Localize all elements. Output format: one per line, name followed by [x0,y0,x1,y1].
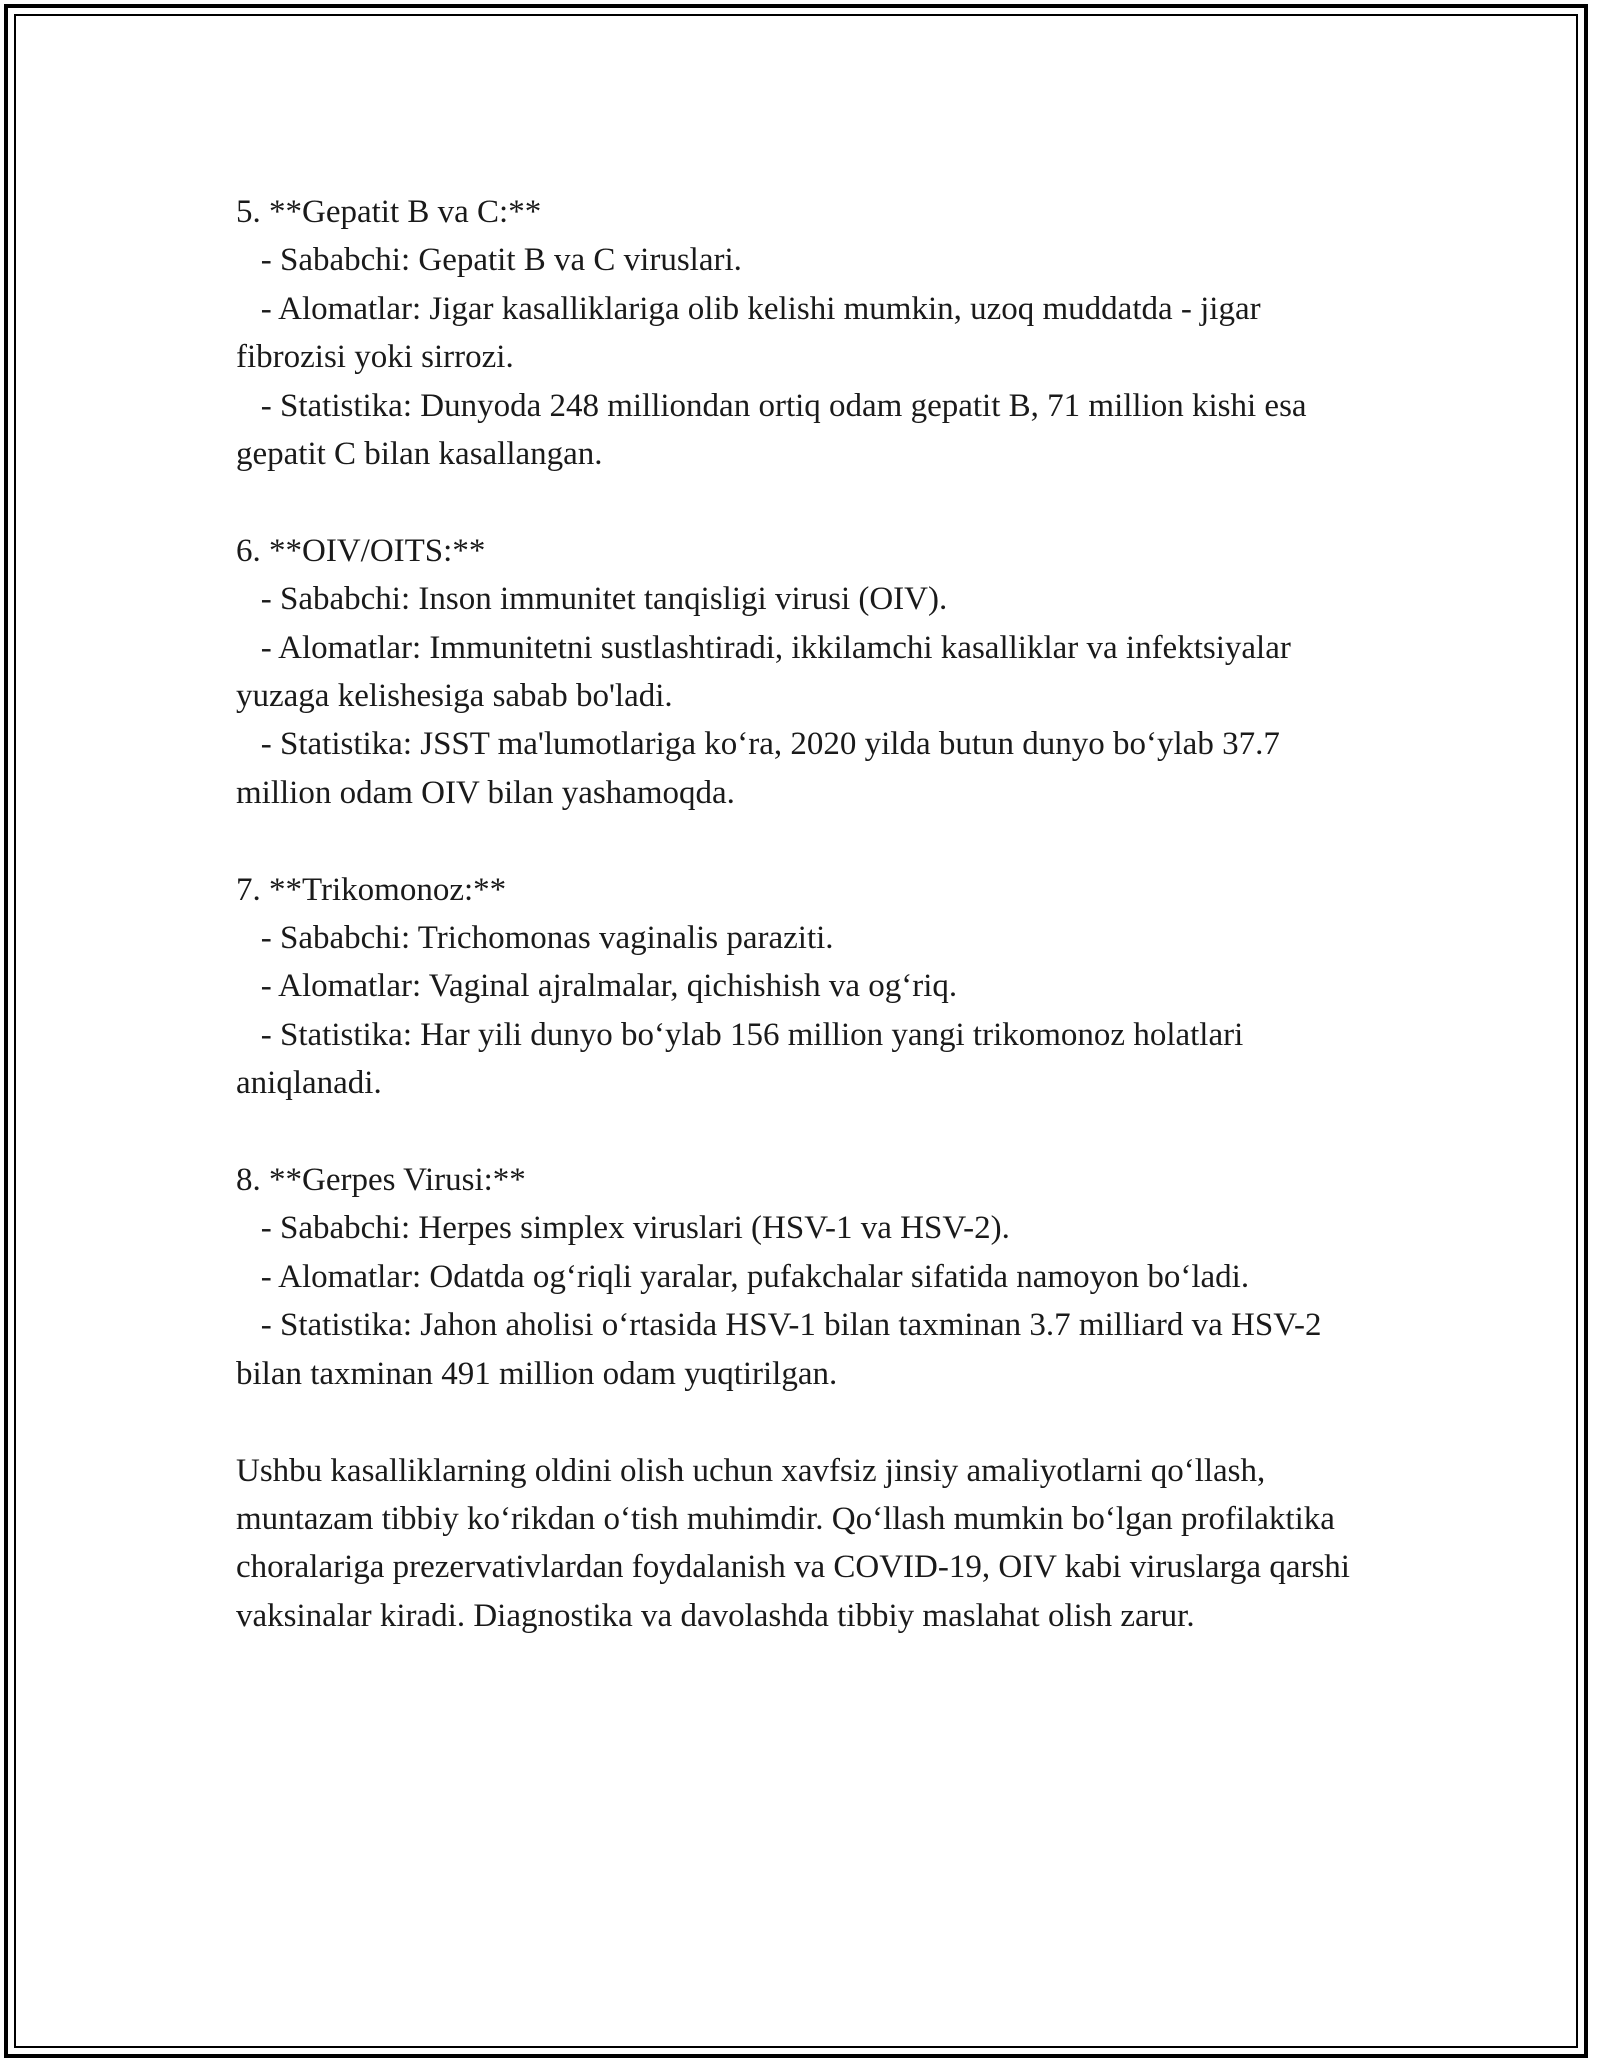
list-item-statistika: - Statistika: Jahon aholisi oʻrtasida HSV-1 bilan taxminan 3.7 milliard va HSV-2 bilan taxminan 491 million odam yuqtirilgan. [236,1307,1330,1392]
section-gerpes [236,1156,1376,1398]
section-heading: 8. **Gerpes Virusi:** [236,1162,526,1199]
list-item-alomatlar: - Alomatlar: Immunitetni sustlashtiradi, ikkilamchi kasalliklar va infektsiyalar yuzaga kelishesiga sabab bo'ladi. [236,629,1300,715]
list-item-sababchi: - Sababchi: Gepatit B va C viruslari. [236,242,742,279]
list-item-sababchi: - Sababchi: Herpes simplex viruslari (HSV-1 va HSV-2). [236,1210,1010,1247]
section-trikomonoz [236,866,1376,1108]
section-heading: 6. **OIV/OITS:** [236,532,486,569]
list-item-statistika: - Statistika: Dunyoda 248 milliondan ortiq odam gepatit B, 71 million kishi esa gepatit C bilan kasallangan. [236,387,1315,473]
closing-section [236,1447,1376,1641]
closing-paragraph: Ushbu kasalliklarning oldini olish uchun xavfsiz jinsiy amaliyotlarni qoʻllash, muntazam tibbiy koʻrikdan oʻtish muhimdir. Qoʻllash mumkin boʻlgan profilaktika choralariga prezervativlardan foydalanish va COVID-19, OIV kabi viruslarga qarshi vaksinalar kiradi. Diagnostika va davolashda tibbiy maslahat olish zarur. [236,1452,1350,1634]
document-body [236,188,1376,1640]
section-heading: 7. **Trikomonoz:** [236,871,507,908]
list-item-alomatlar: - Alomatlar: Odatda ogʻriqli yaralar, pufakchalar sifatida namoyon boʻladi. [236,1258,1250,1295]
list-item-statistika: - Statistika: Har yili dunyo boʻylab 156 million yangi trikomonoz holatlari aniqlanadi. [236,1016,1252,1102]
list-item-sababchi: - Sababchi: Inson immunitet tanqisligi virusi (OIV). [236,581,948,618]
list-item-alomatlar: - Alomatlar: Vaginal ajralmalar, qichishish va ogʻriq. [236,968,958,1005]
section-gepatit [236,188,1376,478]
list-item-alomatlar: - Alomatlar: Jigar kasalliklariga olib kelishi mumkin, uzoq muddatda - jigar fibrozisi yoki sirrozi. [236,290,1269,376]
section-heading: 5. **Gepatit B va C:** [236,194,542,230]
list-item-sababchi: - Sababchi: Trichomonas vaginalis paraziti. [236,920,834,957]
list-item-statistika: - Statistika: JSST ma'lumotlariga koʻra, 2020 yilda butun dunyo boʻylab 37.7 million odam OIV bilan yashamoqda. [236,726,1289,811]
section-oiv-oits [236,527,1376,817]
